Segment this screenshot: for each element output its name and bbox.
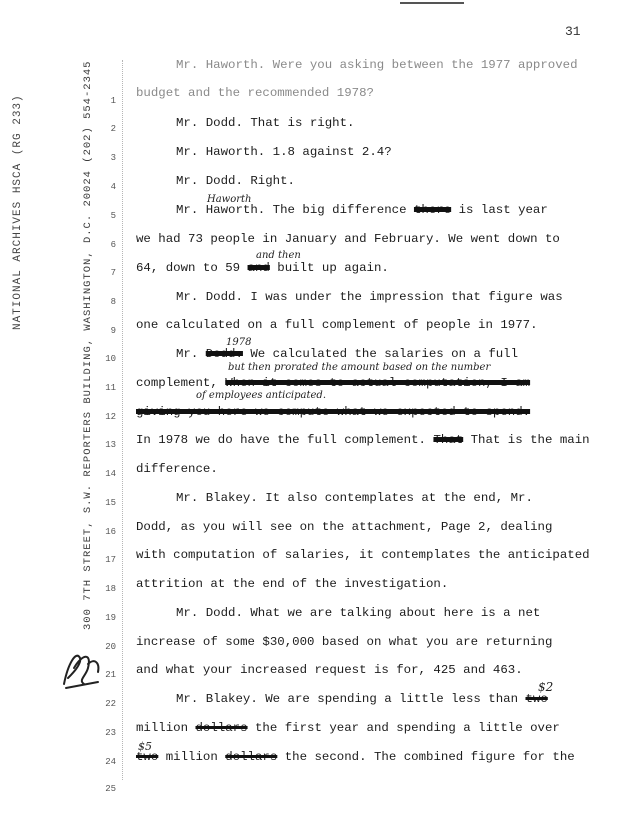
- transcript-line: Mr. Haworth. 1.8 against 2.4?: [176, 145, 392, 159]
- line-number: 6: [110, 240, 116, 250]
- top-edge-mark: [400, 0, 464, 4]
- transcript-line: budget and the recommended 1978?: [136, 86, 374, 100]
- transcript-line: Mr. Dodd. What we are talking about here is a net: [176, 606, 541, 620]
- line-number: 10: [105, 354, 116, 364]
- reporter-address-strip: 300 7TH STREET, S.W. REPORTERS BUILDING, WASHINGTON, D.C. 20024 (202) 554-2345: [82, 60, 94, 630]
- line-number: 22: [105, 699, 116, 709]
- line-number: 24: [105, 757, 116, 767]
- line-number: 13: [105, 440, 116, 450]
- line-number: 7: [110, 268, 116, 278]
- line-number: 19: [105, 613, 116, 623]
- transcript-line: Mr. Dodd. That is right.: [176, 116, 355, 130]
- speaker-text: Mr. Haworth. The big difference: [176, 203, 407, 217]
- line-number: 15: [105, 498, 116, 508]
- line-number: 20: [105, 642, 116, 652]
- transcript-line: Mr. Dodd. Right.: [176, 174, 295, 188]
- speaker-text: Mr.: [176, 347, 199, 361]
- line-number: 11: [105, 383, 116, 393]
- line-text: million: [136, 721, 189, 735]
- struck-text: dollars: [195, 721, 248, 735]
- handwritten-correction: of employees anticipated.: [196, 390, 327, 401]
- transcript-line: [136, 376, 530, 390]
- transcript-line: one calculated on a full complement of people in 1977.: [136, 318, 538, 332]
- line-text: Mr. Blakey. We are spending a little less than: [176, 692, 519, 706]
- line-text: That is the main: [470, 433, 590, 447]
- handwritten-correction: $5: [138, 740, 152, 753]
- line-text: built up again.: [277, 261, 389, 275]
- transcript-line: with computation of salaries, it contemplates the anticipated: [136, 548, 590, 562]
- line-number: 17: [105, 555, 116, 565]
- line-number: 4: [110, 182, 116, 192]
- archive-stamp: NATIONAL ARCHIVES HSCA (RG 233): [12, 94, 24, 330]
- line-number: 21: [105, 670, 116, 680]
- line-number: 14: [105, 469, 116, 479]
- handwritten-correction: and then: [256, 250, 301, 261]
- struck-text: Dodd.: [205, 347, 243, 361]
- line-text: complement,: [136, 376, 218, 390]
- handwritten-initials-icon: [58, 644, 106, 692]
- transcript-line: Mr. Haworth. Were you asking between the 1977 approved: [176, 58, 578, 72]
- struck-text: giving you here we compute what we expected to spend.: [136, 405, 531, 419]
- line-number: 5: [110, 211, 116, 221]
- struck-text: When it comes to actual computation, I am: [225, 376, 531, 390]
- transcript-line: [136, 750, 575, 764]
- handwritten-correction: Haworth: [207, 194, 252, 205]
- transcript-line: we had 73 people in January and February. We went down to: [136, 232, 560, 246]
- line-number: 8: [110, 297, 116, 307]
- margin-rule: [122, 60, 123, 780]
- line-number: 16: [105, 527, 116, 537]
- transcript-line: [176, 203, 548, 217]
- transcript-line: [136, 433, 590, 447]
- handwritten-correction: but then prorated the amount based on the number: [228, 362, 491, 373]
- struck-text: That: [433, 433, 464, 447]
- line-text: million: [165, 750, 218, 764]
- transcript-line: difference.: [136, 462, 218, 476]
- handwritten-correction: 1978: [226, 337, 252, 348]
- transcript-line: [176, 347, 518, 361]
- page-number: 31: [565, 24, 581, 39]
- transcript-line: Dodd, as you will see on the attachment, Page 2, dealing: [136, 520, 553, 534]
- line-number: 23: [105, 728, 116, 738]
- line-text: the first year and spending a little over: [255, 721, 560, 735]
- line-number: 12: [105, 412, 116, 422]
- transcript-line: and what your increased request is for, 425 and 463.: [136, 663, 523, 677]
- line-text: the second. The combined figure for the: [284, 750, 575, 764]
- transcript-line: [136, 261, 389, 275]
- struck-text: two: [525, 692, 548, 706]
- transcript-line: Mr. Blakey. It also contemplates at the end, Mr.: [176, 491, 533, 505]
- struck-text: dollars: [225, 750, 278, 764]
- line-number: 25: [105, 784, 116, 794]
- transcript-line: [136, 721, 560, 735]
- transcript-line: Mr. Dodd. I was under the impression that figure was: [176, 290, 563, 304]
- line-text: 64, down to 59: [136, 261, 241, 275]
- struck-text: there: [413, 203, 452, 217]
- transcript-line: [176, 692, 548, 706]
- struck-text: and: [247, 261, 270, 275]
- transcript-line: increase of some $30,000 based on what you are returning: [136, 635, 553, 649]
- line-number: 18: [105, 584, 116, 594]
- line-number: 3: [110, 153, 116, 163]
- line-text: We calculated the salaries on a full: [250, 347, 519, 361]
- handwritten-correction: $2: [538, 680, 554, 694]
- line-number: 1: [110, 96, 116, 106]
- line-text: is last year: [458, 203, 548, 217]
- line-text: In 1978 we do have the full complement.: [136, 433, 426, 447]
- line-number: 2: [110, 124, 116, 134]
- struck-text: two: [136, 750, 159, 764]
- line-number: 9: [110, 326, 116, 336]
- transcript-line: attrition at the end of the investigation.: [136, 577, 449, 591]
